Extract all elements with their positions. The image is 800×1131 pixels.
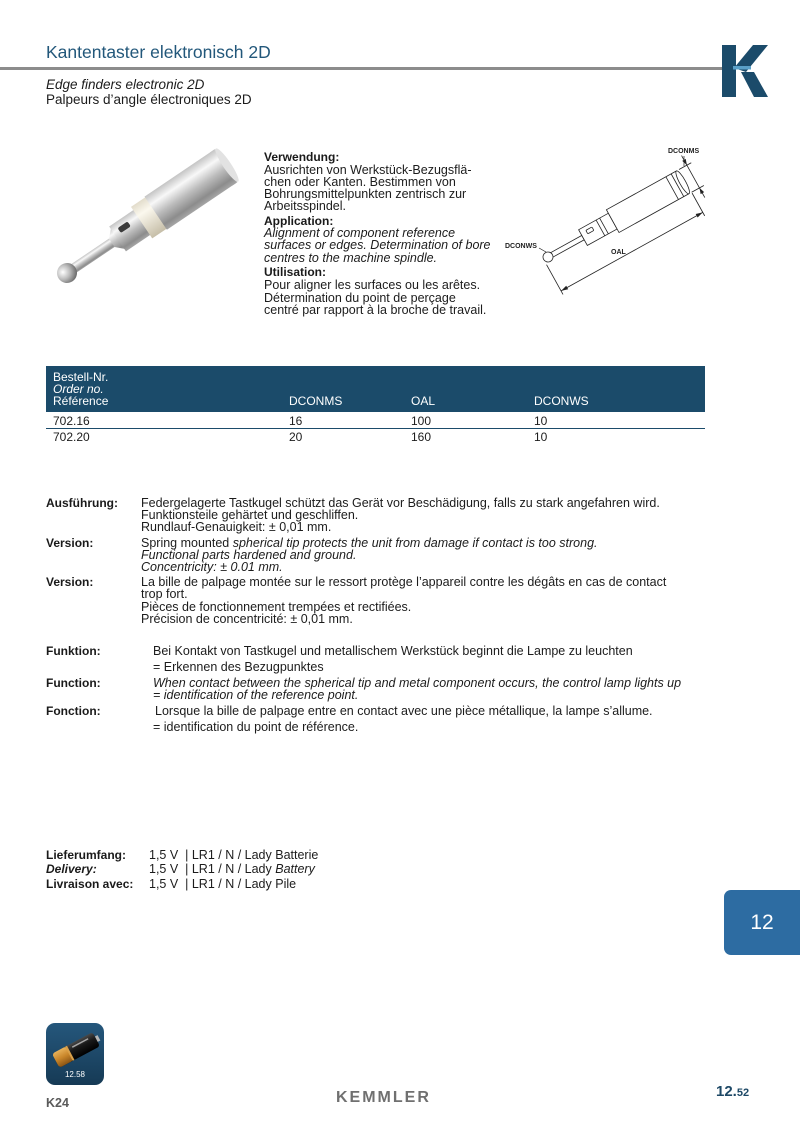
function-line-de: = Erkennen des Bezugpunktes [153, 660, 324, 674]
label-dconws: DCONWS [505, 243, 537, 250]
delivery-value-en-italic: Battery [275, 862, 315, 876]
execution-label-fr: Version: [46, 575, 94, 589]
usage-line-de: Arbeitsspindel. [264, 199, 346, 213]
function-label-en: Function: [46, 676, 101, 690]
cell-dconms: 16 [289, 414, 303, 428]
cross-reference-page: 12.58 [64, 1070, 86, 1079]
execution-line-en-italic: spherical tip protects the unit from damage if contact is too strong. [232, 536, 598, 550]
cell-oal: 100 [411, 414, 432, 428]
usage-label-fr: Utilisation: [264, 265, 326, 279]
table-header-oal: OAL [411, 394, 436, 408]
execution-line-de: Federgelagerte Tastkugel schützt das Gerät vor Beschädigung, falls zu stark angefahren wird. [141, 496, 660, 510]
delivery-label-fr: Livraison avec: [46, 877, 134, 891]
cell-dconws: 10 [534, 414, 548, 428]
execution-line-fr: Précision de concentricité: ± 0,01 mm. [141, 612, 353, 626]
product-photo [40, 140, 250, 300]
page-subtitle-fr: Palpeurs d’angle électroniques 2D [46, 92, 252, 107]
cell-dconms: 20 [289, 430, 303, 444]
table-row-divider [46, 428, 705, 429]
cell-ref: 702.20 [53, 430, 90, 444]
execution-line-fr: Pièces de fonctionnement trempées et rectifiées. [141, 600, 412, 614]
page-number [716, 1083, 749, 1101]
dconws-leader [539, 248, 546, 252]
cross-reference-battery[interactable] [46, 1023, 104, 1085]
cell-oal: 160 [411, 430, 432, 444]
function-line-fr: Lorsque la bille de palpage entre en contact avec une pièce métallique, la lampe s’allume. [155, 704, 653, 718]
execution-label-de: Ausführung: [46, 496, 118, 510]
function-label-de: Funktion: [46, 644, 101, 658]
table-header-order-en: Order no. [53, 382, 104, 396]
execution-line-en: Concentricity: ± 0.01 mm. [141, 560, 283, 574]
function-label-fr: Fonction: [46, 704, 101, 718]
label-dconms: DCONMS [668, 148, 700, 155]
execution-line-en: Functional parts hardened and ground. [141, 548, 357, 562]
usage-line-fr: centré par rapport à la broche de travail. [264, 303, 487, 317]
usage-line-fr: Pour aligner les surfaces ou les arêtes. [264, 278, 481, 292]
usage-line-fr: Détermination du point de perçage [264, 291, 456, 305]
usage-line-en: Alignment of component reference [264, 226, 456, 240]
function-line-en: When contact between the spherical tip and metal component occurs, the control lamp lights up [153, 676, 682, 690]
execution-line-de: Rundlauf-Genauigkeit: ± 0,01 mm. [141, 520, 332, 534]
execution-line-en-upright: Spring mounted [141, 536, 233, 550]
function-line-de: Bei Kontakt von Tastkugel und metallischem Werkstück beginnt die Lampe zu leuchten [153, 644, 633, 658]
execution-label-en: Version: [46, 536, 94, 550]
usage-line-de: Bohrungsmittelpunkten zentrisch zur [264, 187, 467, 201]
page-subtitle-en: Edge finders electronic 2D [46, 77, 205, 92]
section-tab[interactable]: 12 [724, 890, 800, 955]
delivery-value-de: 1,5 V | LR1 / N / Lady Batterie [149, 848, 319, 862]
technical-drawing [498, 142, 716, 304]
label-oal: OAL [611, 249, 626, 256]
table-header-dconws: DCONWS [534, 394, 589, 408]
table-header-dconms: DCONMS [289, 394, 343, 408]
delivery-value-en [149, 862, 315, 876]
usage-line-en: centres to the machine spindle. [264, 251, 438, 265]
table-header-order-de: Bestell-Nr. [53, 370, 109, 384]
kemmler-k-logo [720, 42, 770, 100]
page-number-minor: 52 [736, 1087, 750, 1099]
execution-line-fr: trop fort. [141, 587, 188, 601]
footer-code: K24 [46, 1096, 69, 1110]
delivery-label-en: Delivery: [46, 862, 97, 876]
usage-line-en: surfaces or edges. Determination of bore [264, 238, 491, 252]
table-header-order-fr: Référence [53, 394, 109, 408]
execution-line-fr: La bille de palpage montée sur le ressort protège l’appareil contre les dégâts en cas de contact [141, 575, 667, 589]
page-number-major: 12. [716, 1083, 737, 1100]
delivery-value-fr: 1,5 V | LR1 / N / Lady Pile [149, 877, 297, 891]
header-rule [0, 67, 722, 70]
table-header-band [46, 366, 705, 412]
cell-ref: 702.16 [53, 414, 90, 428]
execution-line-de: Funktionsteile gehärtet und geschliffen. [141, 508, 359, 522]
function-line-en: = identification of the reference point. [153, 688, 359, 702]
delivery-value-en-upright: 1,5 V | LR1 / N / Lady [149, 862, 276, 876]
usage-line-de: chen oder Kanten. Bestimmen von [264, 175, 456, 189]
cell-dconws: 10 [534, 430, 548, 444]
usage-label-de: Verwendung: [264, 150, 340, 164]
usage-line-de: Ausrichten von Werkstück-Bezugsflä- [264, 163, 472, 177]
usage-label-en: Application: [264, 214, 334, 228]
function-line-fr: = identification du point de référence. [153, 720, 359, 734]
footer-brand-logo: KEMMLER [336, 1089, 431, 1106]
page-title: Kantentaster elektronisch 2D [46, 42, 271, 62]
delivery-label-de: Lieferumfang: [46, 848, 127, 862]
